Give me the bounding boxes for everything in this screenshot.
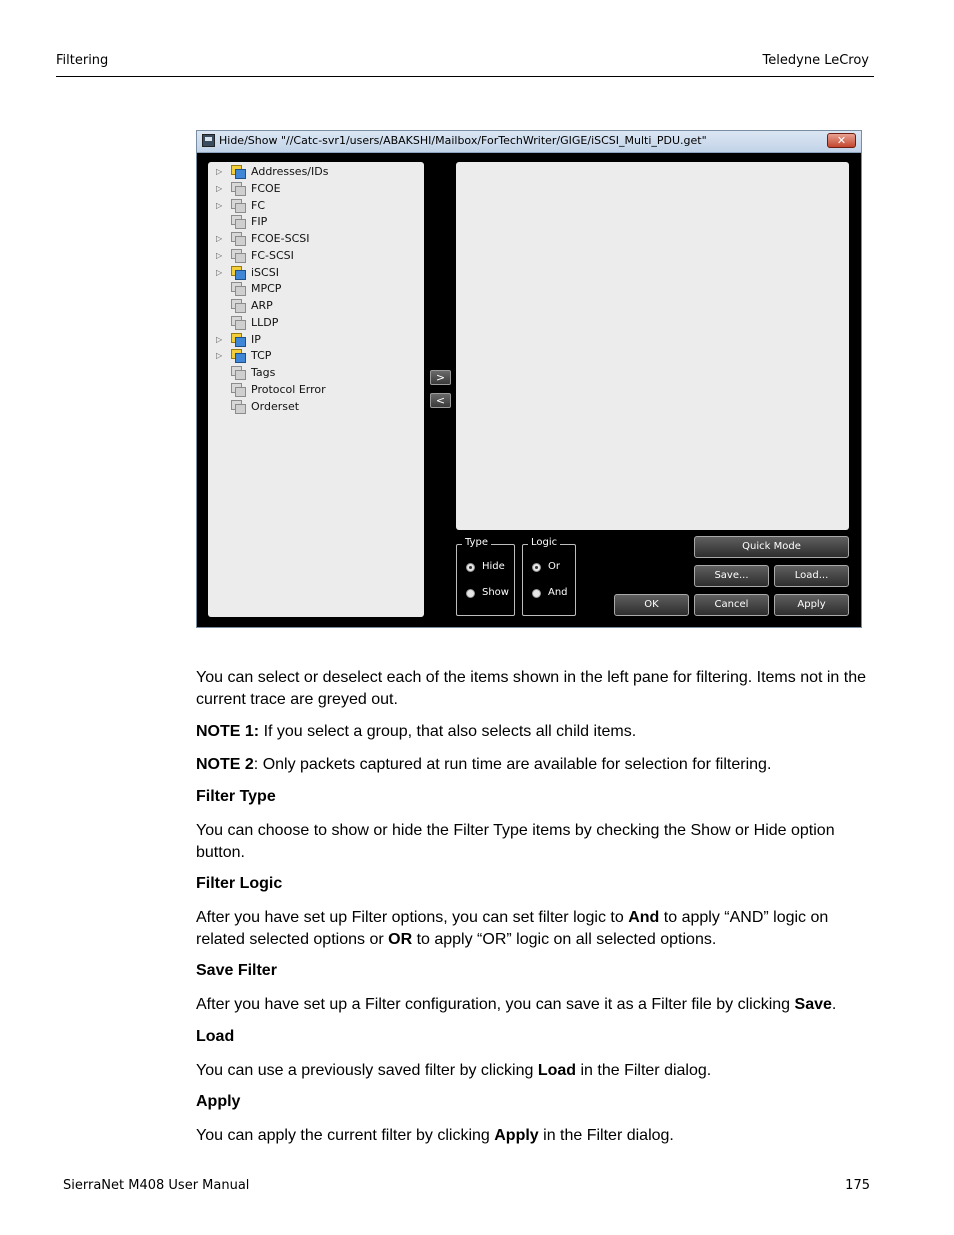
radio-or[interactable] bbox=[532, 563, 541, 572]
save-filter-paragraph bbox=[196, 994, 876, 1016]
tree-item-label: Addresses/IDs bbox=[251, 165, 329, 178]
filter-type-paragraph bbox=[196, 820, 876, 863]
tree-item[interactable] bbox=[208, 265, 418, 281]
heading-apply: Apply bbox=[196, 1093, 241, 1110]
radio-hide[interactable] bbox=[466, 563, 475, 572]
tree-item[interactable] bbox=[208, 214, 418, 230]
protocol-group-icon bbox=[231, 299, 245, 312]
radio-show-label: Show bbox=[482, 587, 509, 598]
tree-item-label: iSCSI bbox=[251, 265, 279, 279]
tree-item[interactable] bbox=[208, 365, 418, 381]
protocol-group-icon bbox=[231, 199, 245, 212]
save-text-1: After you have set up a Filter configuration, you can save it as a Filter file by clicking bbox=[196, 996, 795, 1013]
tree-item[interactable] bbox=[208, 198, 418, 214]
tree-item-label: ARP bbox=[251, 299, 273, 312]
tree-item-label: LLDP bbox=[251, 315, 279, 329]
note-2 bbox=[196, 754, 876, 776]
heading-load: Load bbox=[196, 1028, 235, 1045]
filter-type-text: You can choose to show or hide the Filter Type items by checking the Show or Hide option button. bbox=[196, 822, 835, 861]
protocol-group-icon bbox=[231, 266, 245, 279]
tree-item-label: FC bbox=[251, 198, 266, 212]
load-bold: Load bbox=[537, 1062, 577, 1079]
protocol-group-icon bbox=[231, 349, 245, 362]
heading-filter-type: Filter Type bbox=[196, 788, 276, 805]
tree-item-label: Protocol Error bbox=[251, 382, 326, 396]
tree-item-label: FCOE bbox=[251, 181, 281, 195]
page-footer-manual: SierraNet M408 User Manual bbox=[63, 1178, 250, 1193]
logic-text-3: to apply “OR” logic on all selected options. bbox=[412, 930, 717, 948]
heading-save-filter: Save Filter bbox=[196, 962, 277, 979]
page-number: 175 bbox=[845, 1178, 870, 1193]
type-group-title: Type bbox=[462, 537, 491, 548]
expand-arrow-icon[interactable]: ▷ bbox=[216, 250, 223, 260]
expand-arrow-icon[interactable]: ▷ bbox=[216, 167, 223, 176]
ok-button[interactable]: OK bbox=[614, 594, 689, 616]
tree-item[interactable] bbox=[208, 231, 418, 247]
protocol-group-icon bbox=[231, 400, 245, 413]
expand-arrow-icon[interactable]: ▷ bbox=[216, 183, 223, 193]
expand-arrow-icon[interactable]: ▷ bbox=[216, 334, 223, 344]
tree-item[interactable] bbox=[208, 315, 418, 331]
load-button[interactable]: Load... bbox=[774, 565, 849, 587]
tree-item[interactable] bbox=[208, 332, 418, 348]
protocol-group-icon bbox=[231, 333, 245, 346]
dialog-title: Hide/Show "//Catc-svr1/users/ABAKSHI/Mailbox/ForTechWriter/GIGE/iSCSI_Multi_PDU.get" bbox=[219, 134, 707, 147]
logic-or-bold: OR bbox=[388, 930, 413, 948]
apply-text-2: in the Filter dialog. bbox=[538, 1127, 674, 1144]
expand-arrow-icon[interactable]: ▷ bbox=[216, 267, 223, 277]
note-1-text: If you select a group, that also selects all child items. bbox=[259, 723, 637, 740]
heading-filter-logic: Filter Logic bbox=[196, 875, 283, 892]
move-right-button[interactable]: > bbox=[430, 370, 451, 385]
apply-button[interactable]: Apply bbox=[774, 594, 849, 616]
tree-item-label: Orderset bbox=[251, 399, 300, 413]
tree-item[interactable] bbox=[208, 399, 418, 415]
tree-item-label: IP bbox=[251, 332, 261, 346]
radio-and-label: And bbox=[548, 587, 568, 598]
tree-item[interactable] bbox=[208, 382, 418, 398]
intro-text: You can select or deselect each of the items shown in the left pane for filtering. Items not in the current trace are greyed out. bbox=[196, 669, 867, 708]
protocol-group-icon bbox=[231, 383, 245, 396]
radio-or-label: Or bbox=[548, 561, 560, 572]
move-left-button[interactable]: < bbox=[430, 393, 451, 408]
logic-text-1: After you have set up Filter options, you can set filter logic to bbox=[196, 909, 629, 926]
protocol-group-icon bbox=[231, 165, 245, 178]
note-1-label: NOTE 1: bbox=[196, 723, 260, 740]
tree-item[interactable] bbox=[208, 248, 418, 264]
tree-item[interactable] bbox=[208, 348, 418, 364]
load-paragraph bbox=[196, 1060, 876, 1082]
logic-group-title: Logic bbox=[528, 537, 560, 548]
tree-item-label: MPCP bbox=[251, 282, 282, 296]
note-2-text: : Only packets captured at run time are available for selection for filtering. bbox=[253, 756, 772, 773]
logic-group bbox=[522, 537, 576, 616]
protocol-group-icon bbox=[231, 282, 245, 295]
tree-item-label: FC-SCSI bbox=[251, 248, 294, 262]
page-header-section: Filtering bbox=[56, 53, 109, 68]
hide-show-dialog bbox=[196, 130, 862, 628]
tree-item[interactable] bbox=[208, 298, 418, 314]
tree-item-label: TCP bbox=[251, 349, 272, 363]
expand-arrow-icon[interactable]: ▷ bbox=[216, 351, 223, 361]
expand-arrow-icon[interactable]: ▷ bbox=[216, 200, 223, 210]
logic-text-2: to apply “AND” logic on related selected options or bbox=[196, 909, 829, 948]
protocol-group-icon bbox=[231, 182, 245, 195]
protocol-group-icon bbox=[231, 316, 245, 329]
load-text-2: in the Filter dialog. bbox=[576, 1062, 712, 1079]
apply-bold: Apply bbox=[494, 1127, 539, 1144]
load-text-1: You can use a previously saved filter by clicking bbox=[196, 1062, 538, 1079]
protocol-group-icon bbox=[231, 249, 245, 262]
radio-and[interactable] bbox=[532, 589, 541, 598]
note-1 bbox=[196, 721, 876, 743]
note-2-label: NOTE 2 bbox=[196, 756, 254, 773]
filter-logic-paragraph bbox=[196, 907, 876, 950]
hidden-items-pane[interactable] bbox=[456, 162, 849, 530]
tree-item[interactable] bbox=[208, 164, 418, 180]
radio-show[interactable] bbox=[466, 589, 475, 598]
app-icon bbox=[202, 134, 215, 147]
protocol-tree-pane[interactable] bbox=[208, 162, 424, 617]
tree-item-label: FIP bbox=[251, 215, 268, 229]
apply-paragraph bbox=[196, 1125, 876, 1147]
save-button[interactable]: Save... bbox=[694, 565, 769, 587]
quick-mode-button[interactable]: Quick Mode bbox=[694, 536, 849, 558]
protocol-group-icon bbox=[231, 215, 245, 228]
page-header-company: Teledyne LeCroy bbox=[762, 53, 869, 68]
save-text-2: . bbox=[831, 996, 837, 1013]
tree-item[interactable] bbox=[208, 281, 418, 297]
tree-item-label: FCOE-SCSI bbox=[251, 232, 310, 245]
logic-and-bold: And bbox=[628, 909, 660, 926]
save-bold: Save bbox=[794, 996, 832, 1013]
dialog-titlebar bbox=[197, 131, 861, 153]
cancel-button[interactable]: Cancel bbox=[694, 594, 769, 616]
apply-text-1: You can apply the current filter by clicking bbox=[196, 1127, 495, 1144]
expand-arrow-icon[interactable]: ▷ bbox=[216, 234, 223, 243]
tree-item[interactable] bbox=[208, 181, 418, 197]
header-divider bbox=[56, 76, 874, 77]
radio-hide-label: Hide bbox=[482, 561, 505, 572]
protocol-group-icon bbox=[231, 366, 245, 379]
close-button[interactable]: ✕ bbox=[827, 133, 856, 148]
type-group bbox=[456, 537, 515, 616]
intro-paragraph bbox=[196, 667, 876, 710]
tree-item-label: Tags bbox=[251, 366, 276, 379]
protocol-group-icon bbox=[231, 232, 245, 245]
